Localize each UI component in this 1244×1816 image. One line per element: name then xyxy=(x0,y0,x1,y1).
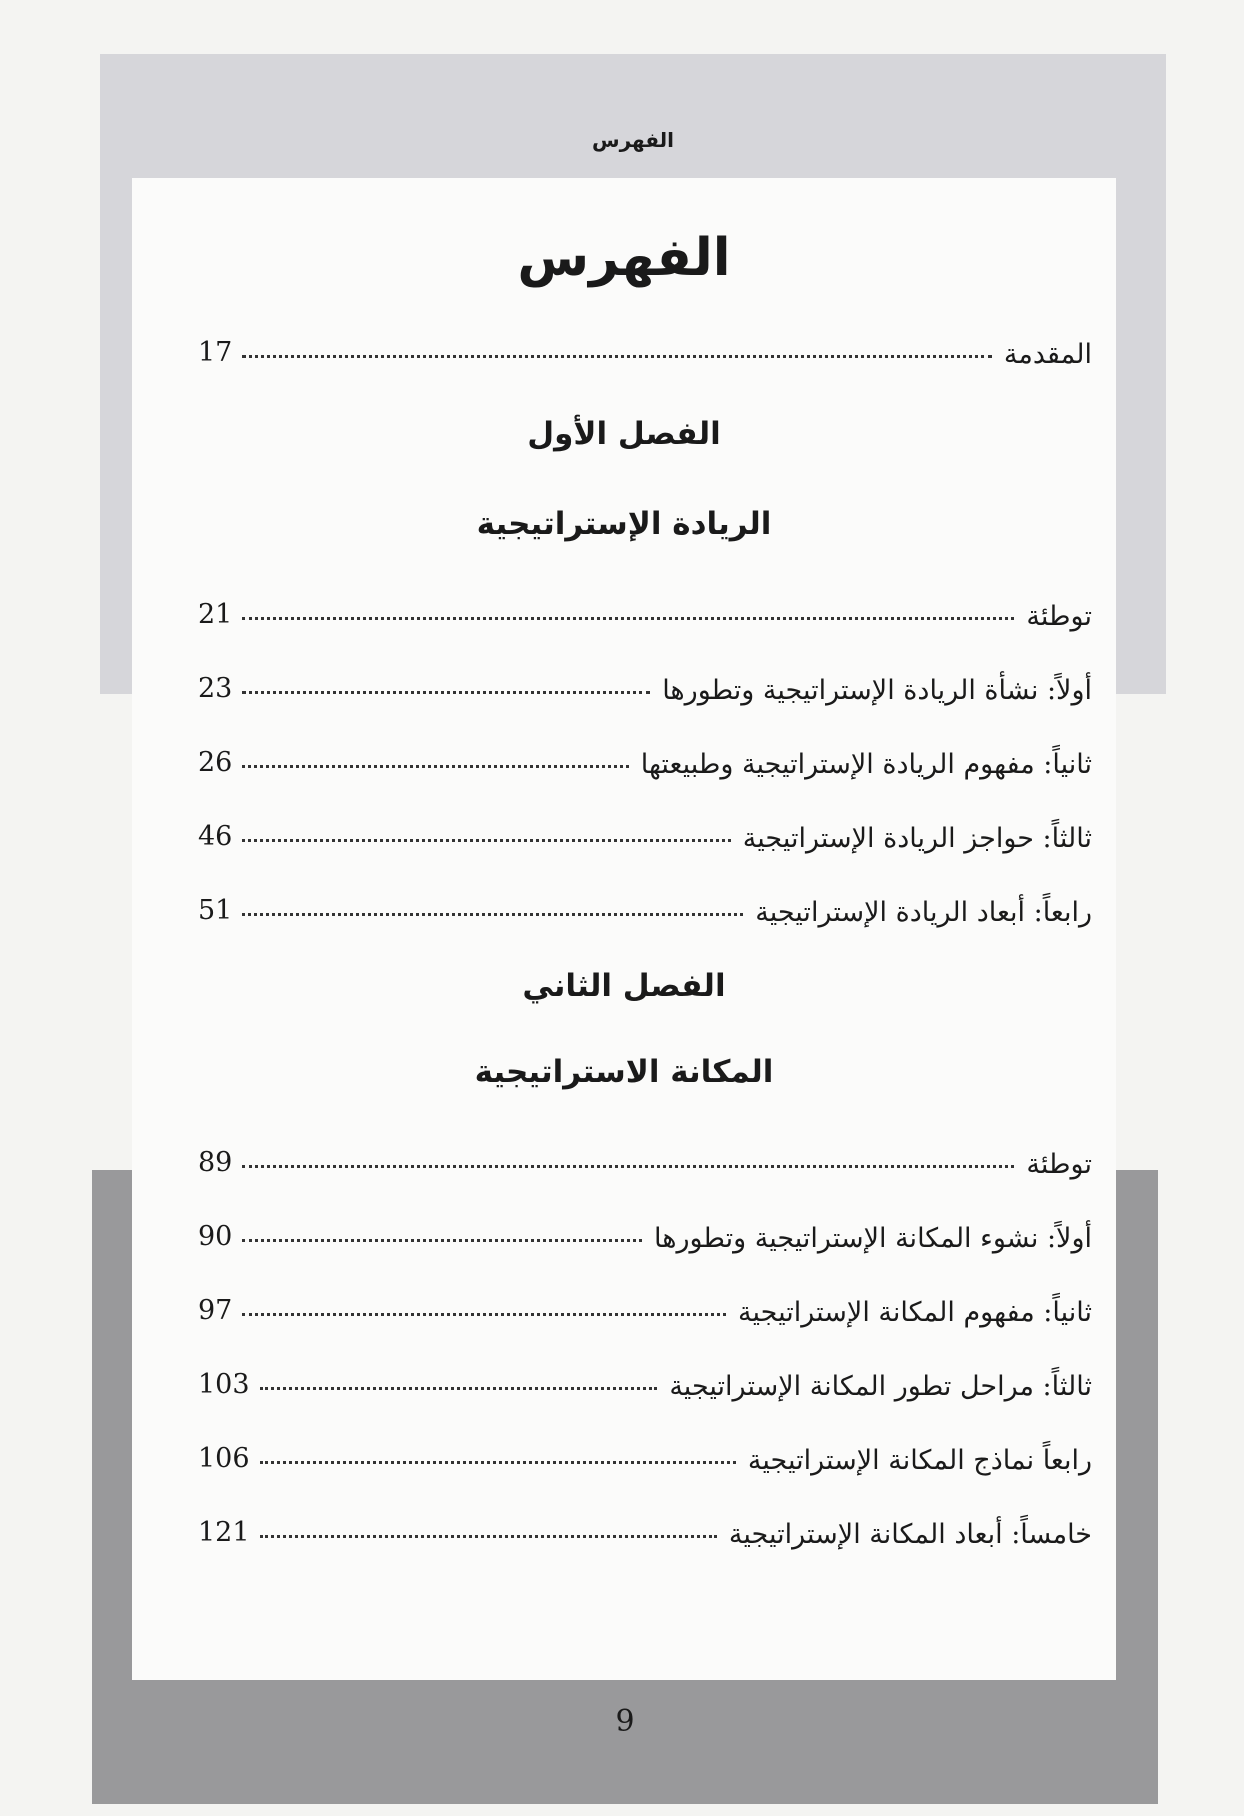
chapter-2-title: المكانة الاستراتيجية xyxy=(474,1054,774,1090)
toc-entry-intro xyxy=(198,326,1092,370)
toc-entry-label: ثانياً: مفهوم المكانة الإستراتيجية xyxy=(738,1297,1092,1328)
leader-dots xyxy=(242,354,992,358)
toc-entry xyxy=(198,1210,1092,1254)
toc-entry xyxy=(198,1136,1092,1180)
toc-entry-label: المقدمة xyxy=(1003,339,1092,370)
toc-entry-page: 106 xyxy=(198,1443,250,1474)
toc-entry-label: ثانياً: مفهوم الريادة الإستراتيجية وطبيعتها xyxy=(640,749,1092,780)
toc-entry-page: 90 xyxy=(198,1221,233,1252)
toc-entry xyxy=(198,810,1092,854)
leader-dots xyxy=(260,1534,717,1538)
toc-entry-page: 89 xyxy=(198,1147,233,1178)
toc-entry-page: 21 xyxy=(198,599,233,630)
contents-panel xyxy=(132,178,1116,1680)
toc-entry-label: رابعاً: أبعاد الريادة الإستراتيجية xyxy=(755,897,1092,928)
toc-entry-page: 17 xyxy=(198,337,233,368)
leader-dots xyxy=(242,838,730,842)
toc-entry xyxy=(198,1358,1092,1402)
toc-entry-page: 23 xyxy=(198,673,233,704)
toc-entry-page: 121 xyxy=(198,1517,250,1548)
toc-entry xyxy=(198,1284,1092,1328)
running-head: الفهرس xyxy=(591,128,674,152)
toc-entry xyxy=(198,884,1092,928)
page-title: الفهرس xyxy=(517,228,731,288)
toc-entry xyxy=(198,736,1092,780)
toc-entry-page: 51 xyxy=(198,895,233,926)
toc-entry-label: أولاً: نشأة الريادة الإستراتيجية وتطورها xyxy=(662,675,1092,706)
leader-dots xyxy=(242,764,628,768)
chapter-1-label: الفصل الأول xyxy=(527,416,721,452)
leader-dots xyxy=(242,1238,642,1242)
toc-entry-label: ثالثاً: مراحل تطور المكانة الإستراتيجية xyxy=(669,1371,1092,1402)
leader-dots xyxy=(242,912,743,916)
toc-entry-label: توطئة xyxy=(1026,601,1092,632)
leader-dots xyxy=(260,1386,658,1390)
toc-entry-page: 103 xyxy=(198,1369,250,1400)
toc-entry-label: توطئة xyxy=(1026,1149,1092,1180)
toc-entry-label: ثالثاً: حواجز الريادة الإستراتيجية xyxy=(742,823,1092,854)
leader-dots xyxy=(242,690,650,694)
toc-entry xyxy=(198,588,1092,632)
toc-entry-label: خامساً: أبعاد المكانة الإستراتيجية xyxy=(728,1519,1092,1550)
toc-entry xyxy=(198,1432,1092,1476)
page-number: 9 xyxy=(615,1704,635,1739)
toc-entry xyxy=(198,662,1092,706)
leader-dots xyxy=(242,1312,726,1316)
toc-entry-label: أولاً: نشوء المكانة الإستراتيجية وتطورها xyxy=(653,1223,1092,1254)
toc-entry-page: 97 xyxy=(198,1295,233,1326)
leader-dots xyxy=(260,1460,736,1464)
chapter-2-label: الفصل الثاني xyxy=(522,968,726,1004)
toc-entry-page: 46 xyxy=(198,821,233,852)
toc-entry-page: 26 xyxy=(198,747,233,778)
leader-dots xyxy=(242,616,1014,620)
chapter-1-title: الريادة الإستراتيجية xyxy=(476,506,772,542)
toc-entry xyxy=(198,1506,1092,1550)
toc-entry-label: رابعاً نماذج المكانة الإستراتيجية xyxy=(747,1445,1092,1476)
leader-dots xyxy=(242,1164,1014,1168)
